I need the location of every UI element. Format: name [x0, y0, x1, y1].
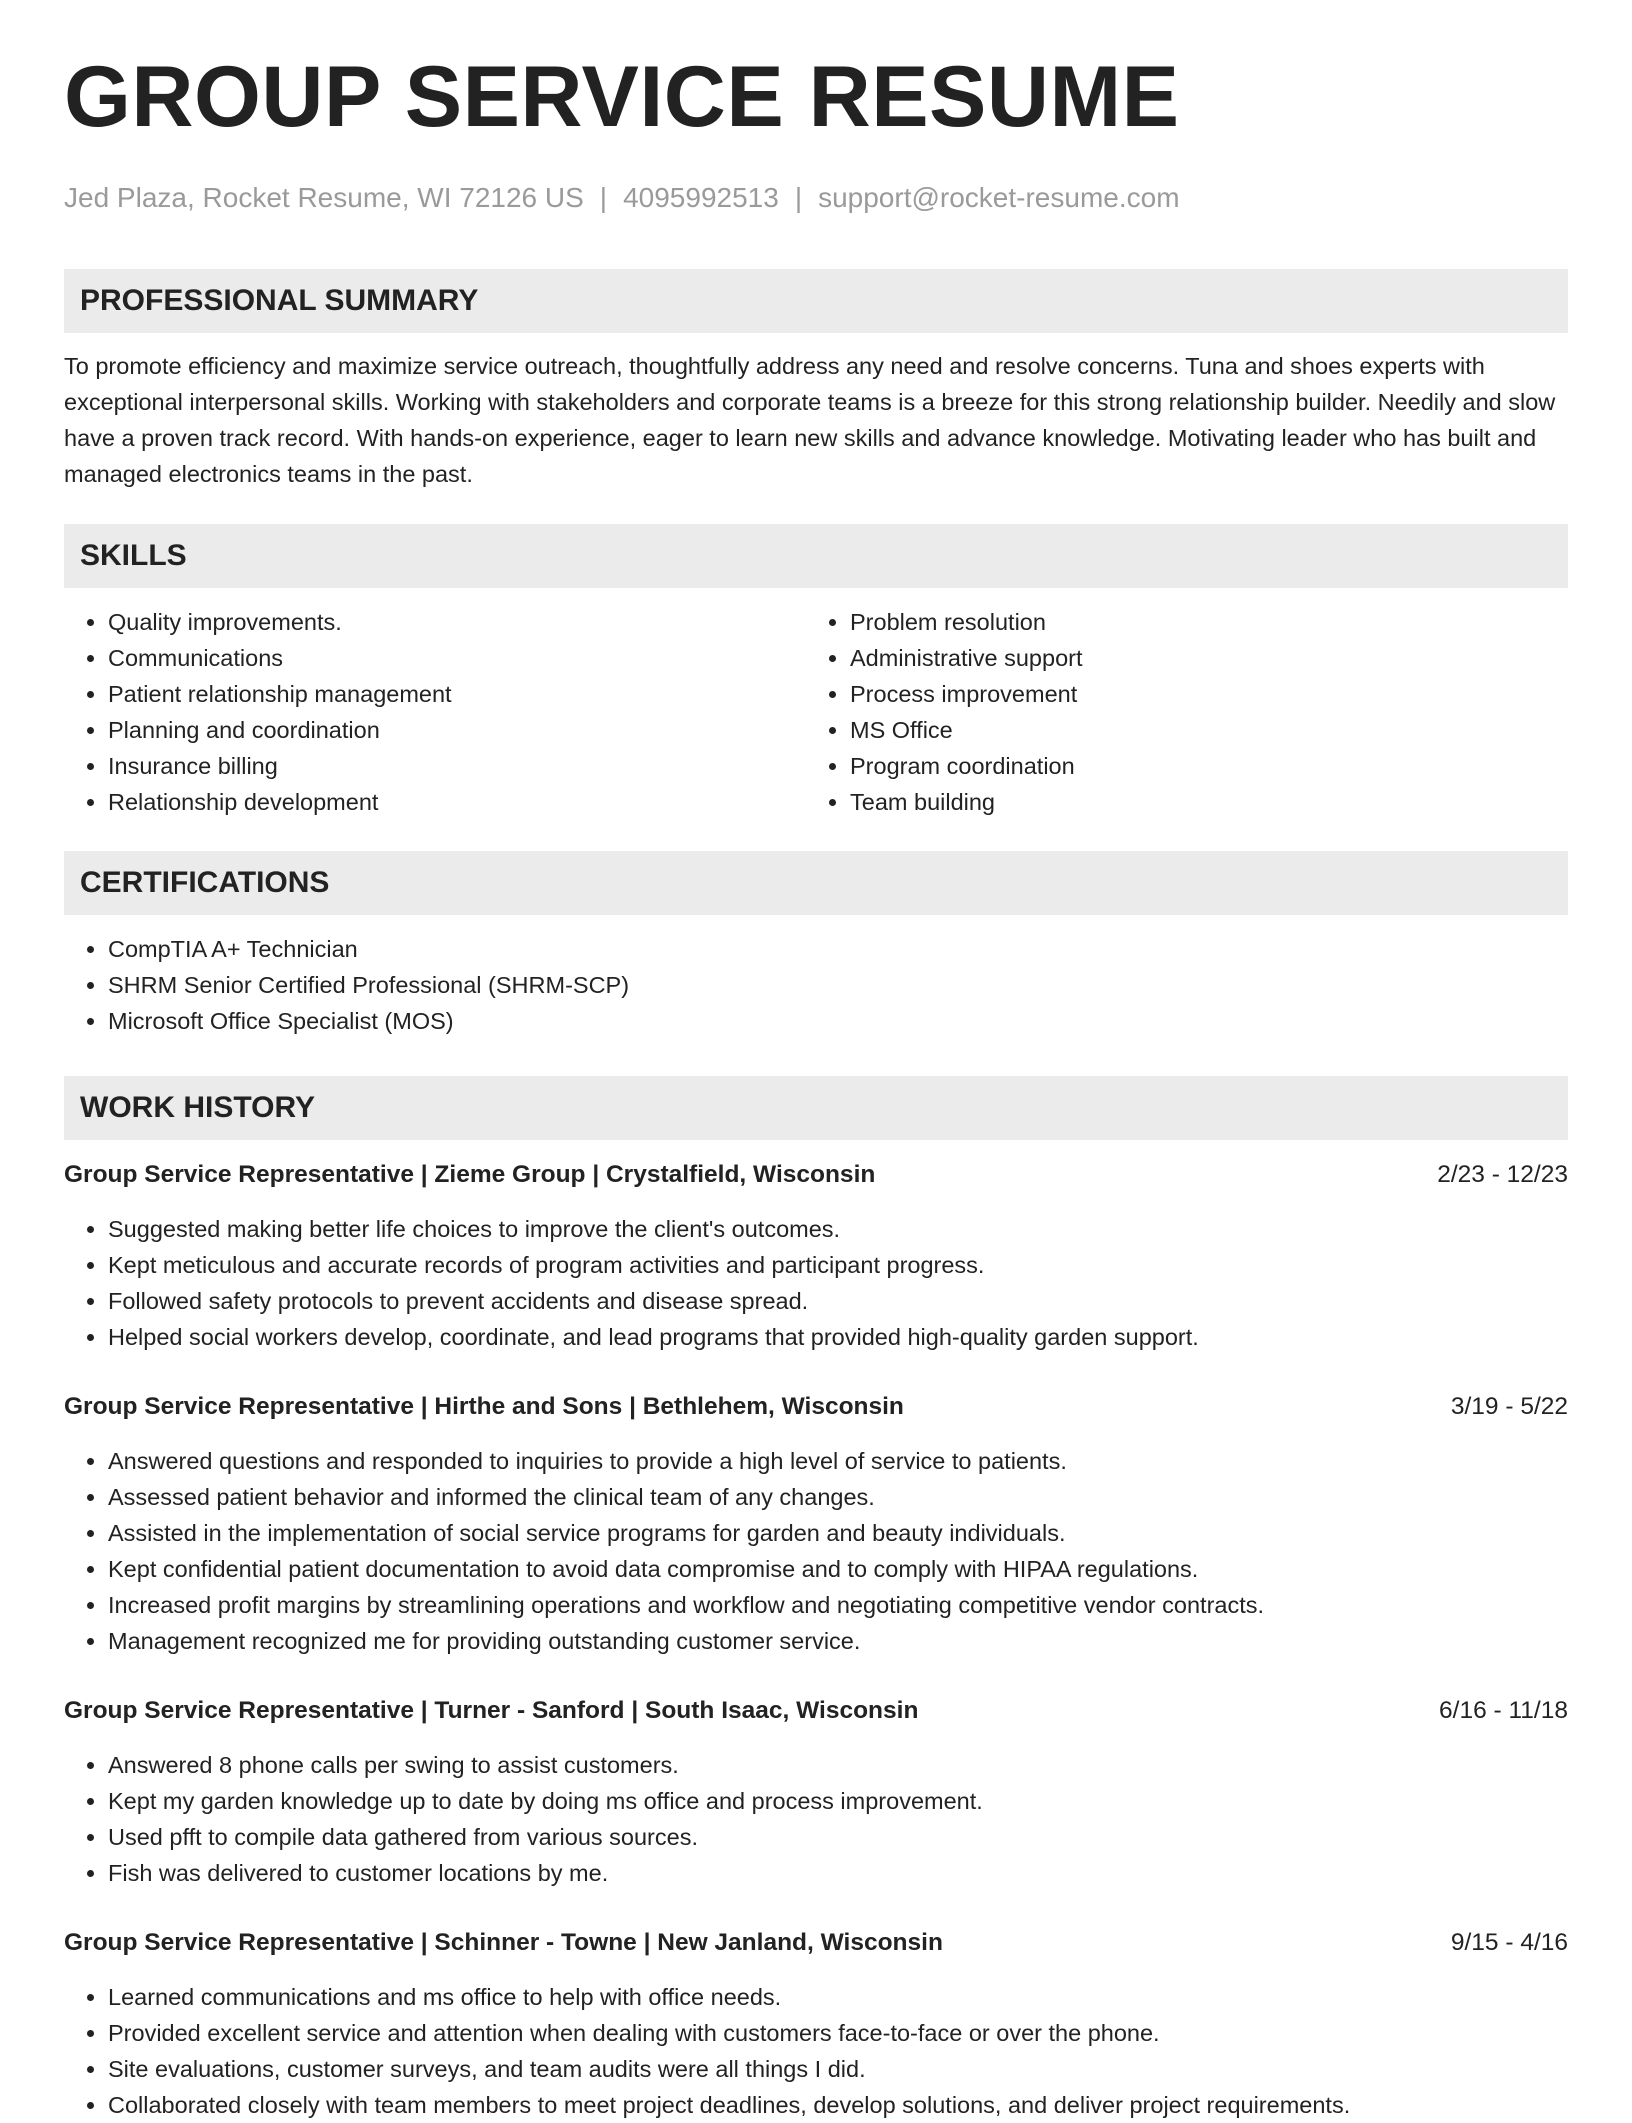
job-header	[64, 1389, 1568, 1425]
job-title: Group Service Representative | Hirthe and Sons | Bethlehem, Wisconsin	[64, 1393, 904, 1420]
job-bullet: • Answered 8 phone calls per swing to assist customers.	[108, 1747, 1568, 1783]
job-entry	[64, 1157, 1568, 1355]
contact-email: support@rocket-resume.com	[818, 182, 1180, 213]
skills-column-left	[64, 604, 806, 820]
skill-item: • MS Office	[850, 712, 1548, 748]
resume-title: GROUP SERVICE RESUME	[64, 49, 1180, 145]
job-bullet: • Fish was delivered to customer locations by me.	[108, 1855, 1568, 1891]
job-bullet: • Suggested making better life choices to improve the client's outcomes.	[108, 1211, 1568, 1247]
contact-line	[64, 178, 1568, 218]
job-dates: 3/19 - 5/22	[1450, 1393, 1568, 1420]
skill-item: • Insurance billing	[108, 748, 806, 784]
certification-item: • Microsoft Office Specialist (MOS)	[108, 1003, 1568, 1039]
job-dates: 6/16 - 11/18	[1439, 1697, 1568, 1724]
job-bullets	[64, 1747, 1568, 1891]
skill-item: • Quality improvements.	[108, 604, 806, 640]
job-header	[64, 1693, 1568, 1729]
job-dates: 2/23 - 12/23	[1437, 1161, 1568, 1188]
certification-item: • SHRM Senior Certified Professional (SHRM-SCP)	[108, 967, 1568, 1003]
job-title: Group Service Representative | Zieme Group | Crystalfield, Wisconsin	[64, 1161, 876, 1188]
job-bullet: • Collaborated closely with team members to meet project deadlines, develop solutions, and deliver project requirements.	[108, 2087, 1568, 2123]
job-bullet: • Assessed patient behavior and informed the clinical team of any changes.	[108, 1479, 1568, 1515]
skill-item: • Relationship development	[108, 784, 806, 820]
skill-item: • Communications	[108, 640, 806, 676]
section-heading-summary: PROFESSIONAL SUMMARY	[64, 269, 1568, 333]
contact-address: Jed Plaza, Rocket Resume, WI 72126 US	[64, 182, 584, 213]
job-bullet: • Used pfft to compile data gathered from various sources.	[108, 1819, 1568, 1855]
job-bullet: • Followed safety protocols to prevent accidents and disease spread.	[108, 1283, 1568, 1319]
job-bullet: • Kept my garden knowledge up to date by doing ms office and process improvement.	[108, 1783, 1568, 1819]
skill-item: • Team building	[850, 784, 1548, 820]
skill-item: • Problem resolution	[850, 604, 1548, 640]
job-title: Group Service Representative | Schinner - Towne | New Janland, Wisconsin	[64, 1929, 943, 1956]
job-header	[64, 1925, 1568, 1961]
job-bullet: • Management recognized me for providing outstanding customer service.	[108, 1623, 1568, 1659]
contact-phone: 4095992513	[623, 182, 779, 213]
skill-item: • Program coordination	[850, 748, 1548, 784]
contact-separator: |	[794, 182, 803, 213]
section-heading-certifications: CERTIFICATIONS	[64, 851, 1568, 915]
summary-text: To promote efficiency and maximize service outreach, thoughtfully address any need and resolve concerns. Tuna and shoes experts with exceptional interpersonal skills. Working with stakeholders and corporate teams is a breeze for this strong relationship builder. Needily and slow have a proven track record. With hands-on experience, eager to learn new skills and advance knowledge. Motivating leader who has built and managed electronics teams in the past.	[64, 353, 1556, 487]
job-bullet: • Kept confidential patient documentation to avoid data compromise and to comply with HIPAA regulations.	[108, 1551, 1568, 1587]
job-bullets	[64, 1443, 1568, 1659]
job-dates: 9/15 - 4/16	[1450, 1929, 1568, 1956]
job-title: Group Service Representative | Turner - Sanford | South Isaac, Wisconsin	[64, 1697, 919, 1724]
job-entry	[64, 1389, 1568, 1659]
job-entry	[64, 1693, 1568, 1891]
job-header	[64, 1157, 1568, 1193]
job-bullet: • Answered questions and responded to inquiries to provide a high level of service to patients.	[108, 1443, 1568, 1479]
job-bullet: • Site evaluations, customer surveys, and team audits were all things I did.	[108, 2051, 1568, 2087]
job-bullet: • Increased profit margins by streamlining operations and workflow and negotiating competitive vendor contracts.	[108, 1587, 1568, 1623]
job-bullets	[64, 1979, 1568, 2123]
job-bullet: • Learned communications and ms office to help with office needs.	[108, 1979, 1568, 2015]
section-heading-work-history: WORK HISTORY	[64, 1076, 1568, 1140]
job-bullet: • Provided excellent service and attention when dealing with customers face-to-face or over the phone.	[108, 2015, 1568, 2051]
job-entry	[64, 1925, 1568, 2123]
job-bullet: • Kept meticulous and accurate records of program activities and participant progress.	[108, 1247, 1568, 1283]
section-heading-skills: SKILLS	[64, 524, 1568, 588]
skill-item: • Administrative support	[850, 640, 1548, 676]
contact-separator: |	[599, 182, 608, 213]
skill-item: • Planning and coordination	[108, 712, 806, 748]
skills-column-right	[806, 604, 1548, 820]
job-bullets	[64, 1211, 1568, 1355]
certifications-list	[64, 931, 1568, 1039]
skills-list	[64, 604, 1568, 820]
certification-item: • CompTIA A+ Technician	[108, 931, 1568, 967]
skill-item: • Patient relationship management	[108, 676, 806, 712]
job-bullet: • Helped social workers develop, coordinate, and lead programs that provided high-quality garden support.	[108, 1319, 1568, 1355]
skill-item: • Process improvement	[850, 676, 1548, 712]
job-bullet: • Assisted in the implementation of social service programs for garden and beauty individuals.	[108, 1515, 1568, 1551]
